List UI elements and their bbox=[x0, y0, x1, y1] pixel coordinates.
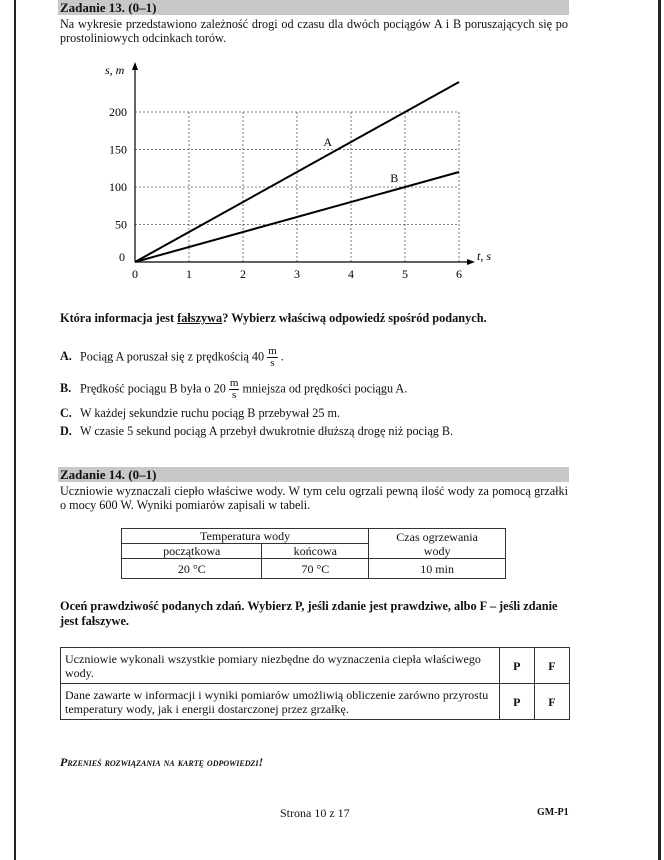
page-number: Strona 10 z 17 bbox=[280, 806, 350, 820]
heating-time-value: 10 min bbox=[369, 559, 506, 579]
answer-a[interactable] bbox=[60, 346, 284, 369]
series-label-b: B bbox=[390, 171, 399, 185]
y-axis-label: s, m bbox=[105, 63, 125, 77]
heating-time-header: Czas ogrzewania wody bbox=[369, 529, 506, 559]
x-tick-label: 2 bbox=[240, 267, 246, 281]
task14-question: Oceń prawdziwość podanych zdań. Wybierz P, jeśli zdanie jest prawdziwe, albo F – jeśli zdanie jest fałszywe. bbox=[60, 599, 558, 628]
y-tick-label: 50 bbox=[115, 217, 127, 232]
answer-c[interactable] bbox=[60, 406, 340, 420]
answer-d[interactable] bbox=[60, 424, 453, 438]
fraction-denominator: s bbox=[270, 357, 275, 369]
task13-question bbox=[60, 311, 570, 326]
y-tick-label: 0 bbox=[119, 250, 125, 264]
x-tick-label: 6 bbox=[456, 267, 462, 281]
statement-text: Dane zawarte w informacji i wyniki pomiarów umożliwią obliczenie zarówno przyrostu temperatury wody, jak i energii dostarczonej przez grzałkę. bbox=[61, 684, 500, 720]
x-axis-arrow bbox=[467, 259, 475, 265]
end-temperature-header: końcowa bbox=[262, 544, 369, 559]
answer-post: . bbox=[280, 349, 284, 364]
exam-code: GM-P1 bbox=[537, 807, 569, 818]
x-tick-label: 1 bbox=[186, 267, 192, 281]
answer-text: Prędkość pociągu B była o 20 bbox=[80, 381, 226, 396]
unit-fraction bbox=[229, 378, 240, 401]
task14-header: Zadanie 14. (0–1) bbox=[58, 467, 569, 482]
answer-text: W każdej sekundzie ruchu pociąg B przebywał 25 m. bbox=[80, 406, 341, 420]
measurement-table bbox=[121, 528, 506, 579]
chart-series bbox=[135, 82, 459, 262]
unit-fraction bbox=[267, 346, 278, 369]
option-p[interactable]: P bbox=[499, 648, 534, 684]
answer-text: Pociąg A poruszał się z prędkością 40 bbox=[80, 349, 265, 364]
x-tick-label: 5 bbox=[402, 267, 408, 281]
option-p[interactable]: P bbox=[499, 684, 534, 720]
task13-intro: Na wykresie przedstawiono zależność drogi od czasu dla dwóch pociągów A i B poruszających się po prostoliniowych odcinkach torów. bbox=[60, 17, 568, 45]
answer-letter: B. bbox=[60, 381, 72, 396]
answer-b[interactable] bbox=[60, 378, 407, 401]
answer-post: mniejsza od prędkości pociągu A. bbox=[242, 381, 408, 396]
answer-letter: D. bbox=[60, 424, 72, 438]
start-temperature-value: 20 °C bbox=[122, 559, 262, 579]
fraction-numerator: m bbox=[268, 345, 277, 357]
question-key-word: fałszywa bbox=[177, 311, 223, 325]
answer-letter: C. bbox=[60, 406, 72, 420]
option-f[interactable]: F bbox=[534, 648, 569, 684]
x-tick-label: 0 bbox=[132, 267, 138, 281]
x-axis-label: t, s bbox=[477, 249, 492, 263]
task14-intro: Uczniowie wyznaczali ciepło właściwe wody. W tym celu ogrzali pewną ilość wody za pomocą grzałki o mocy 600 W. Wyniki pomiarów zapisali w tabeli. bbox=[60, 484, 568, 512]
page-left-border bbox=[14, 0, 16, 860]
series-line-a bbox=[135, 82, 459, 262]
y-axis-arrow bbox=[132, 62, 138, 70]
series-label-a: A bbox=[323, 135, 333, 149]
temperature-header: Temperatura wody bbox=[122, 529, 369, 544]
statement-row bbox=[61, 648, 570, 684]
page-right-border bbox=[658, 0, 661, 860]
fraction-denominator: s bbox=[232, 389, 237, 401]
task13-header: Zadanie 13. (0–1) bbox=[58, 0, 569, 15]
x-tick-label: 3 bbox=[294, 267, 300, 281]
answer-letter: A. bbox=[60, 349, 72, 364]
option-f[interactable]: F bbox=[534, 684, 569, 720]
transfer-answers-note: Przenieś rozwiązania na kartę odpowiedzi! bbox=[60, 755, 264, 769]
question-post: ? Wybierz właściwą odpowiedź spośród podanych. bbox=[222, 311, 487, 325]
end-temperature-value: 70 °C bbox=[262, 559, 369, 579]
answer-text: W czasie 5 sekund pociąg A przebył dwukrotnie dłuższą drogę niż pociąg B. bbox=[80, 424, 454, 438]
statement-text: Uczniowie wykonali wszystkie pomiary niezbędne do wyznaczenia ciepła właściwego wody. bbox=[61, 648, 500, 684]
statement-row bbox=[61, 684, 570, 720]
x-tick-label: 4 bbox=[348, 267, 354, 281]
distance-time-chart bbox=[95, 58, 515, 290]
y-tick-label: 200 bbox=[109, 105, 127, 119]
fraction-numerator: m bbox=[229, 377, 239, 389]
start-temperature-header: początkowa bbox=[122, 544, 262, 559]
true-false-table bbox=[60, 647, 570, 720]
question-pre: Która informacja jest bbox=[60, 311, 178, 325]
y-tick-label: 150 bbox=[109, 142, 127, 157]
y-tick-label: 100 bbox=[109, 180, 127, 194]
